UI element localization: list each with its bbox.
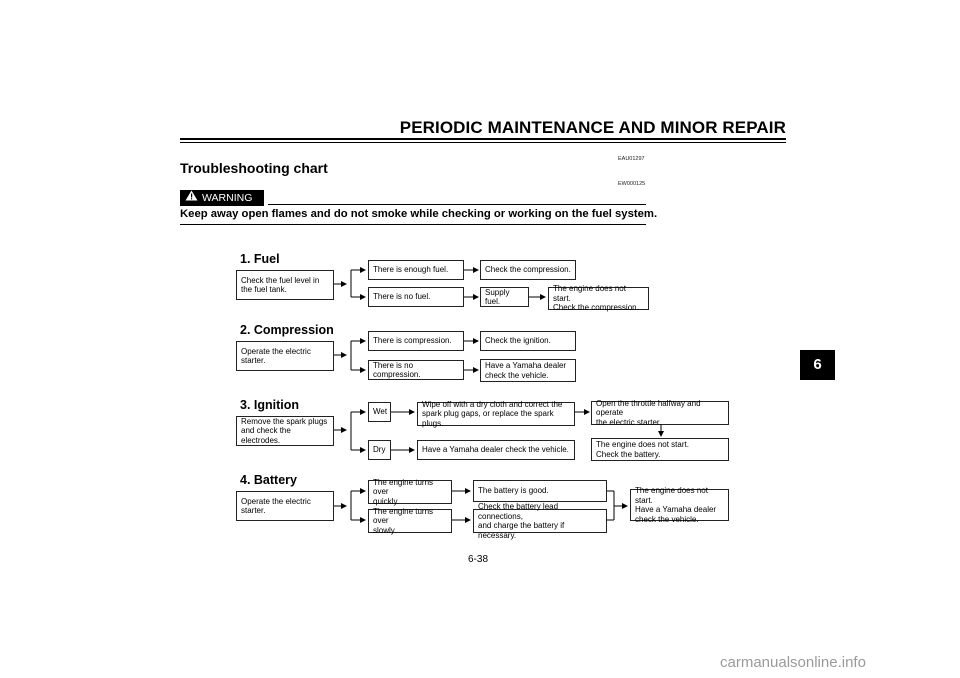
- battery-start-box: Operate the electric starter.: [236, 491, 334, 521]
- fuel-result-no-box: Supply fuel.: [480, 287, 529, 307]
- warning-text: Keep away open flames and do not smoke while checking or working on the fuel system.: [180, 208, 658, 220]
- fuel-result-yes-box: Check the compression.: [480, 260, 576, 280]
- compression-result-no-box: Have a Yamaha dealer check the vehicle.: [480, 359, 576, 382]
- footer-watermark[interactable]: carmanualsonline.info: [720, 654, 866, 671]
- battery-result-quick-box: The battery is good.: [473, 480, 607, 502]
- flow-title-fuel: 1. Fuel: [240, 252, 280, 266]
- flow-title-compression: 2. Compression: [240, 323, 334, 337]
- ignition-branch-wet-box: Wet: [368, 402, 391, 422]
- warning-code: EW000125: [618, 181, 646, 187]
- fuel-branch-no-box: There is no fuel.: [368, 287, 464, 307]
- ignition-result-wet-box: Wipe off with a dry cloth and correct the spark plug gaps, or replace the spark plugs.: [417, 402, 575, 426]
- page-number: 6-38: [468, 554, 489, 565]
- ignition-branch-dry-box: Dry: [368, 440, 391, 460]
- ignition-result-wet-next-box: Open the throttle halfway and operate the electric starter.: [591, 401, 729, 425]
- fuel-result-no-next-box: The engine does not start. Check the compression.: [548, 287, 649, 310]
- flow-title-battery: 4. Battery: [240, 473, 297, 487]
- compression-branch-yes-box: There is compression.: [368, 331, 464, 351]
- battery-branch-quick-box: The engine turns over quickly.: [368, 480, 452, 504]
- compression-start-box: Operate the electric starter.: [236, 341, 334, 371]
- warning-label-text: WARNING: [202, 192, 253, 204]
- ignition-start-box: Remove the spark plugs and check the electrodes.: [236, 416, 334, 446]
- battery-result-slow-box: Check the battery lead connections, and charge the battery if necessary.: [473, 509, 607, 533]
- chapter-tab[interactable]: 6: [800, 350, 835, 380]
- fuel-start-box: Check the fuel level in the fuel tank.: [236, 270, 334, 300]
- flow-title-ignition: 3. Ignition: [240, 398, 300, 412]
- fuel-branch-yes-box: There is enough fuel.: [368, 260, 464, 280]
- compression-branch-no-box: There is no compression.: [368, 360, 464, 380]
- ignition-result-wet-final-box: The engine does not start. Check the battery.: [591, 438, 729, 461]
- page-header-title: PERIODIC MAINTENANCE AND MINOR REPAIR: [399, 118, 786, 137]
- ignition-result-dry-box: Have a Yamaha dealer check the vehicle.: [417, 440, 575, 460]
- battery-branch-slow-box: The engine turns over slowly.: [368, 509, 452, 533]
- section-code: EAU01297: [618, 156, 645, 162]
- section-title: Troubleshooting chart: [180, 160, 328, 176]
- battery-final-box: The engine does not start. Have a Yamaha dealer check the vehicle.: [630, 489, 729, 521]
- compression-result-yes-box: Check the ignition.: [480, 331, 576, 351]
